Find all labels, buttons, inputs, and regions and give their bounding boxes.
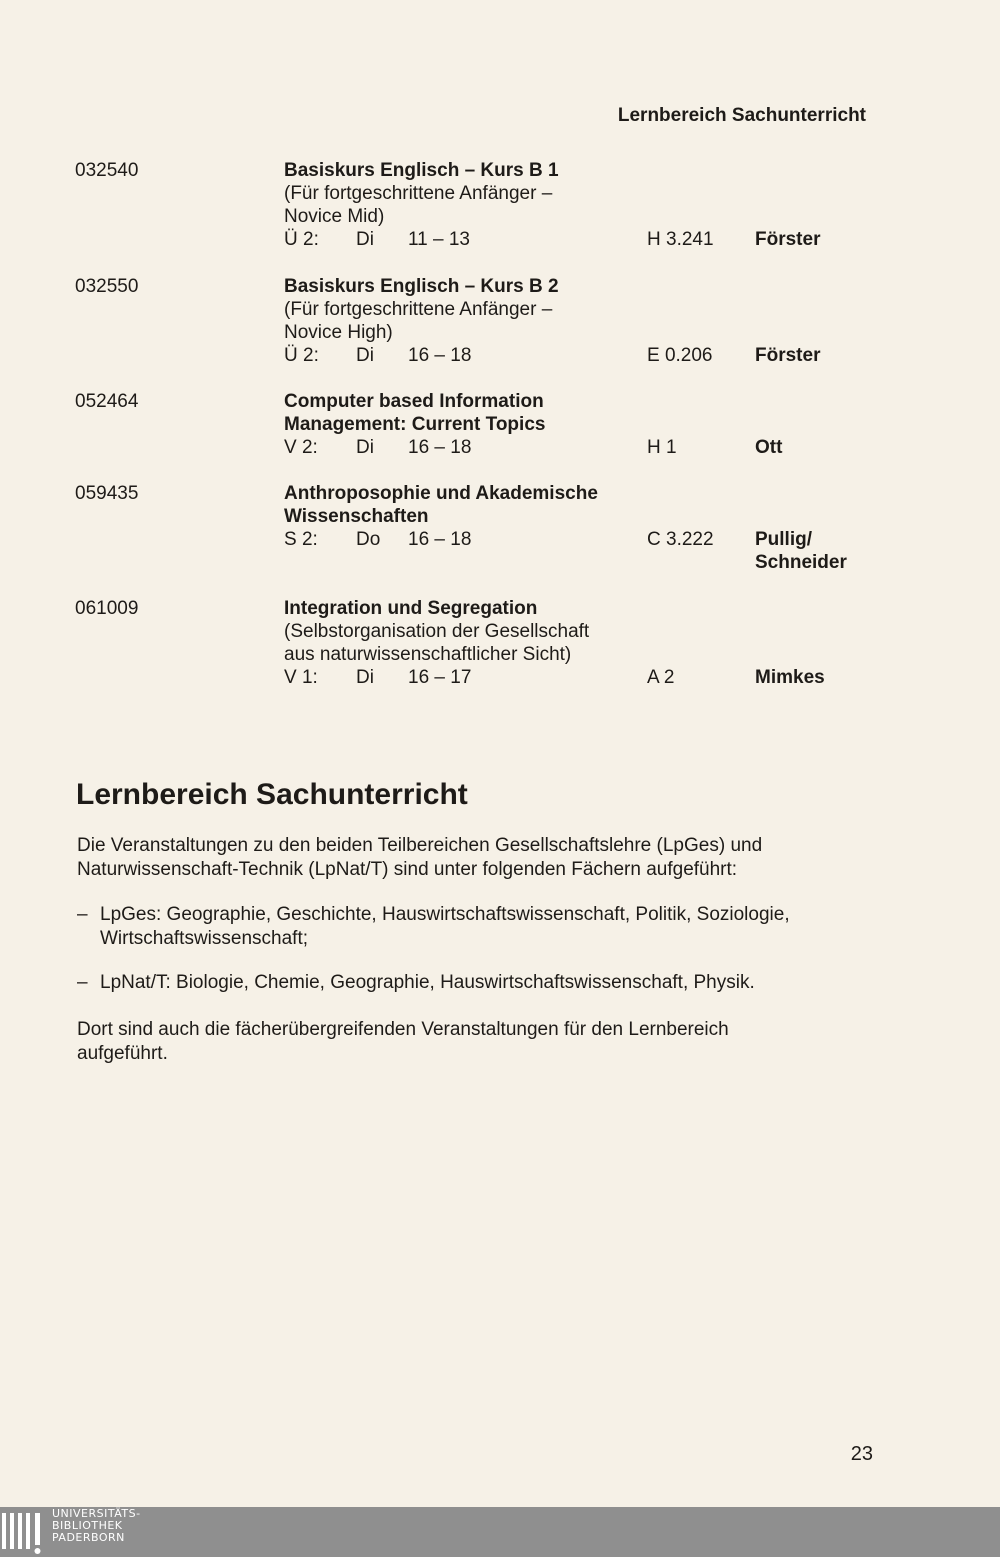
bullet-text <box>100 971 860 995</box>
course-type: Ü 2: <box>284 345 319 366</box>
course-title: Basiskurs Englisch – Kurs B 2 <box>284 276 559 297</box>
course-subtitle-line: Novice High) <box>284 322 393 343</box>
paragraph-line: aufgeführt. <box>77 1042 168 1064</box>
library-logo-icon <box>2 1511 46 1555</box>
logo-text-line: PADERBORN <box>52 1531 125 1544</box>
course-schedule <box>284 228 644 251</box>
course-description <box>284 390 644 459</box>
course-lecturer: Ott <box>755 437 783 458</box>
course-title: Computer based Information <box>284 391 544 412</box>
course-schedule <box>284 666 644 689</box>
course-id: 052464 <box>75 391 139 412</box>
course-room: H 3.241 <box>647 229 714 250</box>
bullet-dash: – <box>77 904 88 925</box>
course-time: 11 – 13 <box>408 229 470 250</box>
course-title: Basiskurs Englisch – Kurs B 1 <box>284 160 559 181</box>
course-lecturer-line: Schneider <box>755 552 847 573</box>
closing-paragraph <box>77 1018 857 1065</box>
bullet-line: LpGes: Geographie, Geschichte, Hauswirtschaftswissenschaft, Politik, Soziologie, <box>100 904 790 925</box>
course-lecturer <box>755 528 895 574</box>
bullet-text <box>100 903 860 950</box>
course-title: Integration und Segregation <box>284 598 538 619</box>
paragraph-line: Dort sind auch die fächerübergreifenden Veranstaltungen für den Lernbereich <box>77 1019 729 1040</box>
course-time: 16 – 18 <box>408 345 472 366</box>
course-day: Do <box>356 529 381 550</box>
course-time: 16 – 18 <box>408 437 472 458</box>
course-subtitle-line: (Für fortgeschrittene Anfänger – <box>284 299 553 320</box>
paragraph-line: Die Veranstaltungen zu den beiden Teilbereichen Gesellschaftslehre (LpGes) und <box>77 835 763 856</box>
course-time: 16 – 17 <box>408 667 472 688</box>
bullet-dash: – <box>77 972 88 993</box>
logo-text-line: UNIVERSITÄTS- <box>52 1507 141 1520</box>
course-description <box>284 275 644 367</box>
section-heading: Lernbereich Sachunterricht <box>76 778 468 811</box>
intro-paragraph <box>77 834 857 881</box>
course-time: 16 – 18 <box>408 529 472 550</box>
course-type: V 1: <box>284 667 318 688</box>
course-lecturer-line: Pullig/ <box>755 529 812 550</box>
course-day: Di <box>356 667 374 688</box>
course-type: S 2: <box>284 529 318 550</box>
course-subtitle-line: Novice Mid) <box>284 206 385 227</box>
course-type: Ü 2: <box>284 229 319 250</box>
course-type: V 2: <box>284 437 318 458</box>
course-id: 032540 <box>75 160 139 181</box>
course-day: Di <box>356 345 374 366</box>
course-subtitle-line: (Für fortgeschrittene Anfänger – <box>284 183 553 204</box>
course-room: A 2 <box>647 667 675 688</box>
course-lecturer: Mimkes <box>755 667 825 688</box>
page-number: 23 <box>850 1443 873 1465</box>
course-title: Management: Current Topics <box>284 414 546 435</box>
library-footer-bar <box>0 1507 1000 1557</box>
course-lecturer: Förster <box>755 229 821 250</box>
course-room: H 1 <box>647 437 677 458</box>
course-lecturer: Förster <box>755 345 821 366</box>
paragraph-line: Naturwissenschaft-Technik (LpNat/T) sind unter folgenden Fächern aufgeführt: <box>77 858 738 880</box>
library-logo-text <box>52 1508 141 1544</box>
course-id: 061009 <box>75 598 139 619</box>
course-schedule <box>284 344 644 367</box>
logo-text-line: BIBLIOTHEK <box>52 1519 123 1532</box>
course-description <box>284 482 644 551</box>
course-day: Di <box>356 229 374 250</box>
bullet-line: LpNat/T: Biologie, Chemie, Geographie, Hauswirtschaftswissenschaft, Physik. <box>100 972 755 993</box>
course-room: C 3.222 <box>647 529 714 550</box>
course-id: 032550 <box>75 276 139 297</box>
course-description <box>284 597 644 689</box>
course-id: 059435 <box>75 483 139 504</box>
course-subtitle-line: (Selbstorganisation der Gesellschaft <box>284 621 590 642</box>
bullet-line: Wirtschaftswissenschaft; <box>100 927 308 949</box>
course-room: E 0.206 <box>647 345 713 366</box>
course-day: Di <box>356 437 374 458</box>
course-title: Anthroposophie und Akademische <box>284 483 598 504</box>
course-subtitle-line: aus naturwissenschaftlicher Sicht) <box>284 644 572 665</box>
course-title: Wissenschaften <box>284 506 429 527</box>
course-description <box>284 159 644 251</box>
running-header: Lernbereich Sachunterricht <box>617 105 866 126</box>
course-schedule <box>284 528 644 551</box>
course-schedule <box>284 436 644 459</box>
